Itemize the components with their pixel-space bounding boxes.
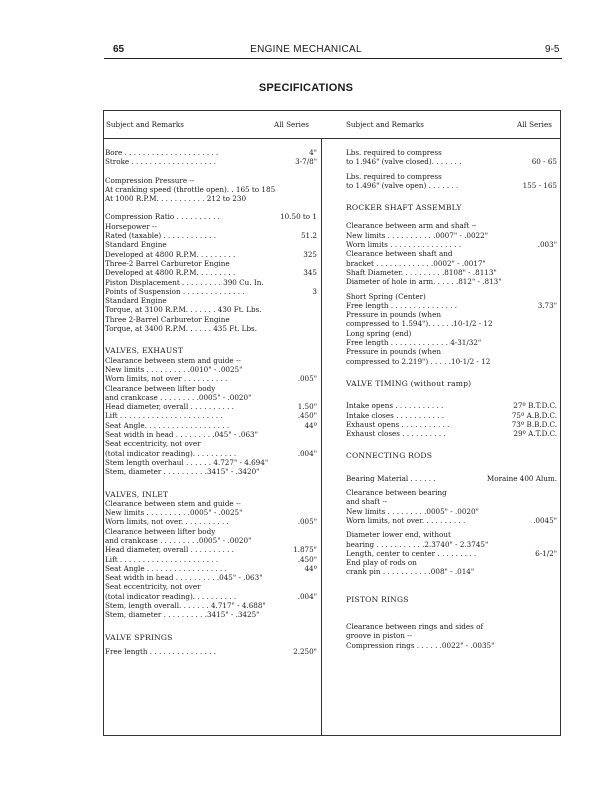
spec-row — [105, 582, 317, 591]
spec-label: Length, center to center . . . . . . . . . — [346, 548, 477, 558]
spec-label: Stem, diameter . . . . . . . . . .3415" - .3420" — [105, 467, 260, 477]
right-series-header: All Series — [517, 120, 552, 129]
spec-label: At 1000 R.P.M. . . . . . . . . . . 212 to 230 — [105, 194, 247, 204]
spec-label: Clearance between arm and shaft -- — [346, 221, 477, 231]
spec-label: (total indicator reading). . . . . . . . . . — [105, 591, 237, 601]
spec-row — [105, 305, 317, 314]
spec-row — [105, 278, 317, 287]
spec-label: Standard Engine — [105, 296, 167, 306]
spec-row — [105, 527, 317, 536]
spec-label: to 1.496" (valve open) . . . . . . . — [346, 180, 459, 190]
spec-label: Worn limits, not over. . . . . . . . . . — [346, 515, 466, 525]
spec-label: Seat width in head . . . . . . . . .045" - .063" — [105, 430, 258, 440]
spec-label: and crankcase . . . . . . . . .0005" - .0020" — [105, 535, 252, 545]
spec-label: Stem, length overall. . . . . . . 4.717" - 4.688" — [105, 601, 266, 611]
spec-label: Diameter of hole in arm. . . . . .812" - .813" — [346, 277, 502, 287]
spec-label: Points of Suspension . . . . . . . . . . . . . . — [105, 286, 245, 296]
spec-label: New limits . . . . . . . . . . .0007" - .0022" — [346, 230, 489, 240]
spec-label: Standard Engine — [105, 240, 167, 250]
spec-value: .004" — [297, 448, 317, 458]
section-heading — [346, 595, 557, 604]
spec-label: Exhaust opens . . . . . . . . . . . — [346, 419, 450, 429]
spec-label: Head diameter, overall . . . . . . . . . . — [105, 402, 234, 412]
spec-row — [105, 148, 317, 157]
spec-label: compressed to 1.594"). . . . . .10-1/2 - 12 — [346, 319, 493, 329]
spec-label: Clearance between stem and guide -- — [105, 498, 241, 508]
spec-label: Lbs. required to compress — [346, 171, 442, 181]
spec-row — [346, 622, 557, 631]
spec-label: Clearance between stem and guide -- — [105, 355, 241, 365]
spec-label: Pressure in pounds (when — [346, 310, 441, 320]
spec-row — [346, 292, 557, 301]
spec-value: 10.50 to 1 — [280, 212, 317, 222]
spec-label: Head diameter, overall . . . . . . . . . . — [105, 545, 234, 555]
right-column — [346, 148, 557, 650]
spec-value: .450" — [297, 411, 317, 421]
section-heading — [346, 203, 557, 212]
spec-row — [105, 250, 317, 259]
spec-label: (total indicator reading). . . . . . . . . . — [105, 448, 237, 458]
spec-value: 51.2 — [300, 231, 317, 241]
spec-row — [105, 439, 317, 448]
spec-label: New limits . . . . . . . . .0005" - .0020" — [346, 506, 479, 516]
page-number: 65 — [113, 44, 125, 55]
spec-row — [105, 365, 317, 374]
spec-row — [105, 212, 317, 221]
spec-label: Worn limits, not over . . . . . . . . . . — [105, 374, 228, 384]
spec-row — [105, 384, 317, 393]
row-spacer — [105, 167, 317, 176]
spec-value: Moraine 400 Alum. — [486, 473, 557, 483]
spec-label: Seat eccentricity, not over — [105, 582, 201, 592]
spec-label: Torque, at 3100 R.P.M. . . . . . . 430 Ft. Lbs. — [105, 305, 262, 315]
spec-value: .0045" — [533, 515, 557, 525]
spec-row — [346, 301, 557, 310]
spec-row — [346, 329, 557, 338]
spec-row — [346, 310, 557, 319]
spec-value: 73º B.B.D.C. — [511, 419, 557, 429]
spec-label: and shaft -- — [346, 497, 388, 507]
spec-value: 2.250" — [293, 646, 317, 656]
spec-label: New limits . . . . . . . . . .0010" - .0025" — [105, 364, 243, 374]
spec-label: Seat width in head . . . . . . . . . .045" - .063" — [105, 573, 263, 583]
spec-value: .004" — [297, 591, 317, 601]
spec-row — [105, 508, 317, 517]
spec-row — [346, 347, 557, 356]
spec-row — [346, 231, 557, 240]
spec-row — [346, 631, 557, 640]
spec-value: .450" — [297, 554, 317, 564]
spec-row — [346, 567, 557, 576]
spec-value: 6-1/2" — [535, 548, 557, 558]
spec-row — [105, 458, 317, 467]
spec-row — [346, 259, 557, 268]
spec-row — [346, 240, 557, 249]
spec-label: Clearance between lifter body — [105, 383, 216, 393]
spec-row — [105, 411, 317, 420]
spec-row — [105, 157, 317, 166]
spec-value: .005" — [297, 374, 317, 384]
spec-label: to 1.946" (valve closed). . . . . . . — [346, 157, 462, 167]
section-number: 9-5 — [545, 44, 560, 55]
spec-label: VALVES, INLET — [105, 489, 169, 499]
spec-value: 60 - 65 — [531, 157, 557, 167]
spec-label: Developed at 4800 R.P.M. . . . . . . . . — [105, 268, 236, 278]
spec-label: ROCKER SHAFT ASSEMBLY — [346, 203, 462, 213]
page-title: ENGINE MECHANICAL — [250, 44, 362, 55]
row-spacer — [105, 477, 317, 490]
spec-row — [346, 420, 557, 429]
spec-row — [105, 176, 317, 185]
spec-label: Lift . . . . . . . . . . . . . . . . . . . . . . — [105, 554, 219, 564]
spec-label: Horsepower -- — [105, 221, 157, 231]
header-rule — [104, 58, 562, 59]
spec-row — [105, 467, 317, 476]
left-series-header: All Series — [274, 120, 309, 129]
spec-row — [346, 530, 557, 539]
spec-row — [346, 357, 557, 366]
spec-label: Exhaust closes . . . . . . . . . . — [346, 429, 446, 439]
spec-label: Seat Angle . . . . . . . . . . . . . . . . . . — [105, 563, 227, 573]
spec-value: .003" — [537, 240, 557, 250]
spec-label: Piston Displacement . . . . . . . . . 390 Cu. In. — [105, 277, 264, 287]
spec-label: New limits . . . . . . . . . .0005" - .0025" — [105, 508, 243, 518]
spec-value: 27º B.T.D.C. — [513, 401, 557, 411]
spec-label: compressed to 2.219") . . . . .10-1/2 - 12 — [346, 356, 491, 366]
spec-label: Bore . . . . . . . . . . . . . . . . . . . . . — [105, 148, 219, 157]
spec-row — [105, 268, 317, 277]
spec-row — [346, 338, 557, 347]
row-spacer — [346, 604, 557, 617]
spec-row — [346, 429, 557, 438]
spec-value: 44º — [304, 563, 317, 573]
section-heading — [105, 633, 317, 642]
spec-label: Seat Angle. . . . . . . . . . . . . . . . . . . — [105, 420, 230, 430]
row-spacer — [105, 203, 317, 212]
spec-label: Clearance between lifter body — [105, 526, 216, 536]
spec-row — [346, 277, 557, 286]
spec-row — [346, 221, 557, 230]
spec-label: groove in piston -- — [346, 631, 413, 641]
spec-label: bearing . . . . . . . . . . .2.3740" - 2.3745" — [346, 539, 489, 549]
spec-label: End play of rods on — [346, 558, 417, 568]
spec-label: VALVE TIMING (without ramp) — [346, 378, 472, 388]
spec-row — [346, 540, 557, 549]
spec-row — [346, 497, 557, 506]
spec-row — [105, 222, 317, 231]
spec-row — [346, 549, 557, 558]
spec-label: Clearance between bearing — [346, 488, 447, 498]
row-spacer — [346, 577, 557, 590]
row-spacer — [346, 438, 557, 451]
spec-row — [346, 401, 557, 410]
spec-label: Compression Ratio . . . . . . . . . . — [105, 212, 220, 222]
spec-label: Seat eccentricity, not over — [105, 439, 201, 449]
spec-row — [105, 555, 317, 564]
column-divider — [321, 138, 322, 735]
spec-row — [346, 507, 557, 516]
section-heading — [105, 490, 317, 499]
spec-value: 44º — [304, 420, 317, 430]
spec-row — [105, 296, 317, 305]
spec-label: and crankcase . . . . . . . . .0005" - .0020" — [105, 392, 252, 402]
spec-label: Short Spring (Center) — [346, 291, 426, 301]
spec-row — [105, 393, 317, 402]
row-spacer — [105, 333, 317, 346]
spec-row — [346, 411, 557, 420]
specifications-title: SPECIFICATIONS — [258, 82, 354, 94]
spec-label: Worn limits . . . . . . . . . . . . . . . . — [346, 240, 461, 250]
spec-label: VALVE SPRINGS — [105, 632, 173, 642]
spec-label: Developed at 4800 R.P.M. . . . . . . . . — [105, 249, 236, 259]
section-heading — [346, 379, 557, 388]
spec-row — [105, 194, 317, 203]
row-spacer — [346, 190, 557, 203]
spec-row — [346, 558, 557, 567]
spec-label: PISTON RINGS — [346, 594, 409, 604]
spec-label: Long spring (end) — [346, 328, 412, 338]
spec-row — [105, 231, 317, 240]
spec-label: VALVES, EXHAUST — [105, 346, 184, 356]
spec-row — [105, 374, 317, 383]
row-spacer — [346, 388, 557, 401]
spec-label: CONNECTING RODS — [346, 451, 433, 461]
spec-row — [346, 181, 557, 190]
spec-value: .005" — [297, 517, 317, 527]
spec-value: 3.73" — [537, 300, 557, 310]
page-header — [0, 44, 612, 58]
spec-row — [105, 315, 317, 324]
left-subject-header: Subject and Remarks — [106, 120, 184, 129]
spec-label: Rated (taxable) . . . . . . . . . . . . — [105, 231, 216, 241]
spec-row — [346, 488, 557, 497]
spec-row — [105, 545, 317, 554]
spec-label: Clearance between rings and sides of — [346, 621, 484, 631]
spec-row — [346, 268, 557, 277]
spec-value: 75º A.B.D.C. — [511, 410, 557, 420]
spec-row — [105, 601, 317, 610]
row-spacer — [346, 212, 557, 221]
left-column — [105, 148, 317, 656]
spec-row — [105, 610, 317, 619]
spec-row — [346, 641, 557, 650]
spec-value: 3-7/8" — [295, 157, 317, 167]
spec-row — [105, 356, 317, 365]
spec-value: 345 — [303, 268, 317, 278]
spec-value: 3 — [312, 286, 317, 296]
spec-row — [105, 449, 317, 458]
row-spacer — [105, 620, 317, 633]
spec-row — [346, 148, 557, 157]
spec-row — [105, 647, 317, 656]
spec-row — [105, 259, 317, 268]
spec-row — [105, 536, 317, 545]
row-spacer — [346, 461, 557, 474]
spec-value: 325 — [303, 249, 317, 259]
spec-value: 4" — [309, 148, 317, 157]
spec-label: Intake closes . . . . . . . . . . . — [346, 410, 445, 420]
spec-row — [105, 573, 317, 582]
spec-value: 1.875" — [293, 545, 317, 555]
spec-label: Three-2 Barrel Carburetor Engine — [105, 258, 230, 268]
spec-label: Free length . . . . . . . . . . . . . . . — [346, 300, 458, 310]
spec-row — [346, 172, 557, 181]
spec-label: Worn limits, not over. . . . . . . . . . . — [105, 517, 229, 527]
spec-row — [105, 592, 317, 601]
spec-label: Compression Pressure -- — [105, 175, 195, 185]
spec-row — [105, 517, 317, 526]
spec-row — [346, 319, 557, 328]
spec-label: Intake opens . . . . . . . . . . . — [346, 401, 444, 411]
spec-label: Pressure in pounds (when — [346, 347, 441, 357]
specifications-table — [103, 110, 561, 736]
spec-row — [105, 287, 317, 296]
row-spacer — [346, 366, 557, 379]
spec-label: Bearing Material . . . . . . — [346, 473, 436, 483]
spec-label: Lift . . . . . . . . . . . . . . . . . . . . . . . — [105, 411, 223, 421]
spec-label: At cranking speed (throttle open). . 165 to 185 — [105, 184, 276, 194]
spec-row — [346, 249, 557, 258]
right-subject-header: Subject and Remarks — [346, 120, 424, 129]
spec-row — [105, 421, 317, 430]
spec-row — [346, 474, 557, 483]
spec-label: Lbs. required to compress — [346, 148, 442, 157]
spec-value: 1.50" — [297, 402, 317, 412]
spec-label: Free length . . . . . . . . . . . . . . . — [105, 646, 217, 656]
spec-row — [105, 499, 317, 508]
table-header-divider — [104, 138, 560, 139]
spec-value: 29º A.T.D.C. — [513, 429, 557, 439]
spec-label: Diameter lower end, without — [346, 530, 451, 540]
spec-label: Free length . . . . . . . . . . . . . 4-31/32" — [346, 338, 482, 348]
spec-label: Torque, at 3400 R.P.M. . . . . . 435 Ft. Lbs. — [105, 324, 258, 334]
spec-label: crank pin . . . . . . . . . . .008" - .014" — [346, 567, 475, 577]
spec-row — [105, 402, 317, 411]
spec-row — [346, 157, 557, 166]
spec-row — [105, 185, 317, 194]
spec-label: Compression rings . . . . . .0022" - .0035" — [346, 640, 495, 650]
section-heading — [105, 346, 317, 355]
spec-label: bracket . . . . . . . . . . . . .0002" - .0017" — [346, 258, 486, 268]
spec-label: Clearance between shaft and — [346, 249, 453, 259]
spec-label: Stem, diameter . . . . . . . . . .3415" - .3425" — [105, 610, 260, 620]
spec-label: Three 2-Barrel Carburetor Engine — [105, 314, 230, 324]
spec-row — [105, 430, 317, 439]
spec-row — [105, 240, 317, 249]
spec-label: Shaft Diameter. . . . . . . . . .8108" - .8113" — [346, 267, 497, 277]
section-heading — [346, 451, 557, 460]
spec-row — [105, 564, 317, 573]
spec-row — [346, 516, 557, 525]
spec-row — [105, 324, 317, 333]
spec-label: Stem length overhaul . . . . . . 4.727" - 4.694" — [105, 457, 269, 467]
spec-label: Stroke . . . . . . . . . . . . . . . . . . . — [105, 157, 217, 167]
spec-value: 155 - 165 — [522, 180, 557, 190]
